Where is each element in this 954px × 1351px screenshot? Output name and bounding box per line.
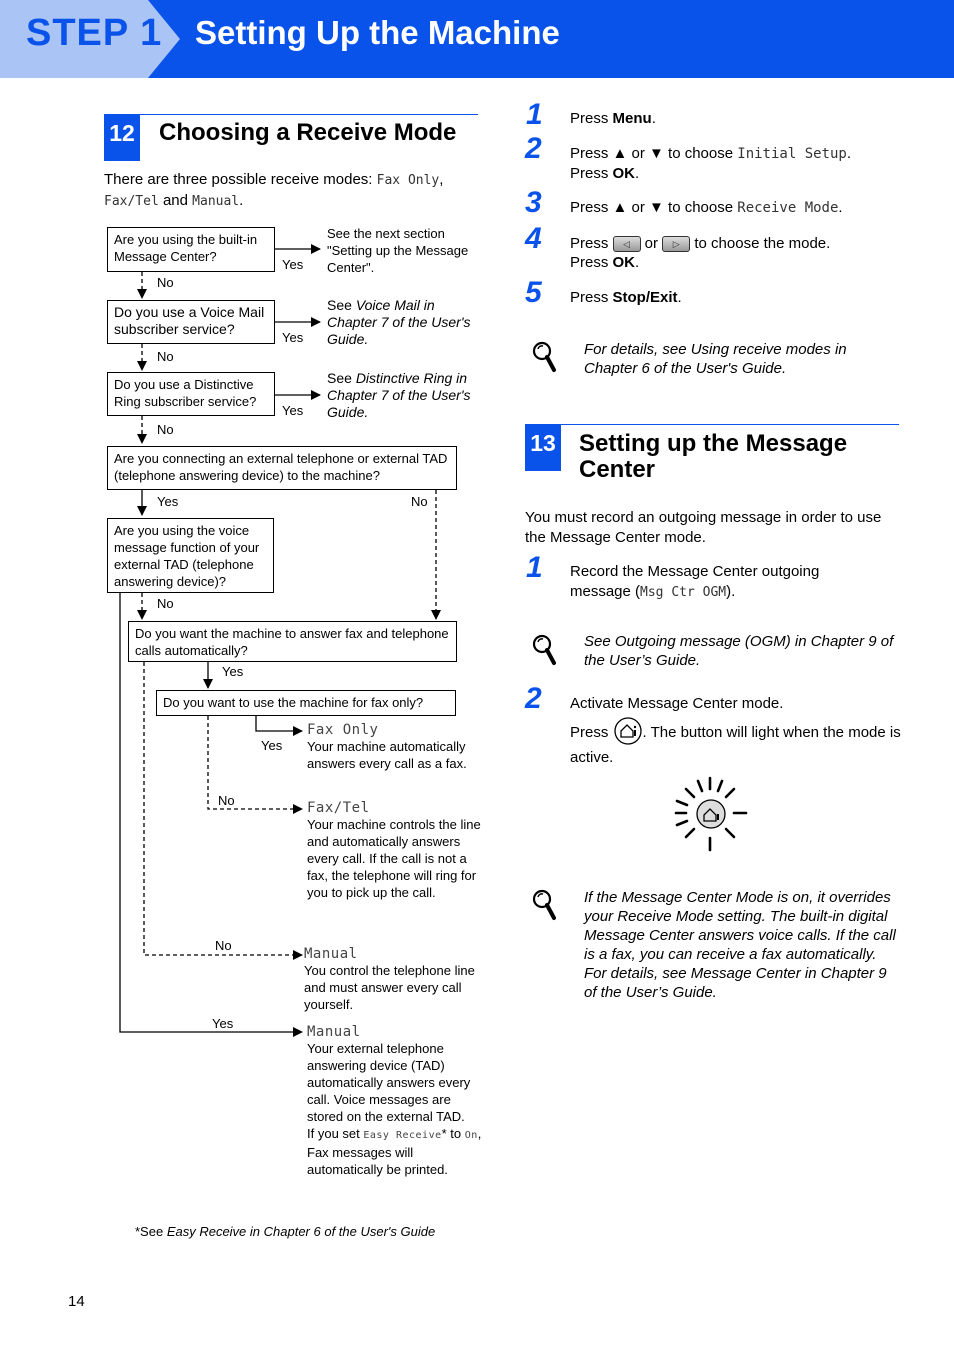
flow-label-yes: Yes [157,494,179,509]
mode-name: Fax/Tel [307,800,370,816]
flow-label-yes: Yes [222,664,244,679]
magnifier-note-icon [531,633,559,667]
step-number: 4 [525,222,542,255]
flow-label-yes: Yes [212,1016,234,1031]
flow-label-no: No [157,422,174,437]
message-center-button-icon [613,716,643,746]
message-step-2-title: Activate Message Center mode. [570,695,784,712]
section-12-intro: There are three possible receive modes: Fax Only, Fax/Tel and Manual. [104,171,444,209]
flow-result-voice-mail: See Voice Mail in Chapter 7 of the User's Guide. [327,297,471,347]
step-number: 1 [526,551,543,584]
flow-question-external-tad: Are you connecting an external telephone or external TAD (telephone answering device) to the machine? [107,446,457,490]
note-outgoing-message: See Outgoing message (OGM) in Chapter 9 of the User’s Guide. [584,633,894,669]
lit-button-icon [672,775,752,853]
right-arrow-key-icon: ▷ [662,236,690,252]
flow-label-no: No [157,596,174,611]
page-number: 14 [68,1293,85,1310]
flow-question-fax-only: Do you want to use the machine for fax only? [156,690,456,716]
note-message-center-mode: If the Message Center Mode is on, it overrides your Receive Mode setting. The built-in digital Message Center answers voice calls. If the call is a fax, you can receive a fax automatically. For details, see Message Center in Chapter 9 of the User’s Guide. [584,889,896,1001]
step-4-text: Press ◁ or ▷ to choose the mode. Press OK. [570,235,831,271]
step-1-text: Press Menu. [570,110,656,127]
section-13-intro: You must record an outgoing message in order to use the Message Center mode. [525,509,882,546]
step-5-text: Press Stop/Exit. [570,289,682,306]
flow-question-message-center: Are you using the built-in Message Center? [107,227,275,272]
flow-label-no: No [157,275,174,290]
flow-result-fax-only: Fax Only Your machine automatically answers every call as a fax. [307,722,482,772]
left-arrow-key-icon: ◁ [613,236,641,252]
section-12-number: 12 [104,114,140,161]
step-number: 1 [526,98,543,131]
message-step-1-text: Record the Message Center outgoing message (Msg Ctr OGM). [570,563,820,600]
note-receive-modes: For details, see Using receive modes in Chapter 6 of the User's Guide. [584,341,847,377]
flow-question-distinctive-ring: Do you use a Distinctive Ring subscriber service? [107,372,275,416]
step-2-text: Press ▲ or ▼ to choose Initial Setup. Press OK. [570,145,852,182]
flow-label-no: No [157,349,174,364]
flow-question-answer-automatically: Do you want the machine to answer fax and telephone calls automatically? [128,621,457,662]
message-step-2-text: Press . The button will light when the mode is active. [570,720,902,770]
step-3-text: Press ▲ or ▼ to choose Receive Mode. [570,199,843,216]
flow-result-manual: Manual You control the telephone line and must answer every call yourself. [304,946,479,1013]
flow-label-yes: Yes [282,330,304,345]
footnote: *See Easy Receive in Chapter 6 of the User's Guide [135,1224,436,1239]
flow-result-next-section: See the next section "Setting up the Message Center". [327,226,469,275]
flow-label-no: No [218,793,235,808]
flow-result-fax-tel: Fax/Tel Your machine controls the line and automatically answers every call. If the call is not a fax, the telephone will ring for you to pick up the call. [307,800,481,900]
flow-question-voice-message: Are you using the voice message function of your external TAD (telephone answering device)? [107,518,274,593]
section-13-title: Setting up the Message Center [579,430,848,483]
flow-result-manual-tad: Manual Your external telephone answering device (TAD) automatically answers every call. Voice messages are stored on the external TAD. If you set Easy Receive* to On, Fax messages will automatically be printed. [307,1024,485,1178]
flow-label-yes: Yes [282,403,304,418]
flow-label-yes: Yes [282,257,304,272]
step-number: 2 [525,132,542,165]
step-number: 2 [525,682,542,715]
step-number: 5 [525,276,542,309]
step-label: STEP 1 [26,12,163,54]
mode-name: Manual [304,946,358,962]
flow-question-voice-mail: Do you use a Voice Mail subscriber service? [107,300,275,344]
flow-label-yes: Yes [261,738,283,753]
step-number: 3 [525,186,542,219]
flow-result-distinctive-ring: See Distinctive Ring in Chapter 7 of the User's Guide. [327,370,471,420]
section-13-rule [525,424,899,425]
mode-name: Fax Only [307,722,379,738]
magnifier-note-icon [531,888,559,922]
section-12-title: Choosing a Receive Mode [159,119,457,146]
mode-name: Manual [307,1024,361,1040]
magnifier-note-icon [531,340,559,374]
flow-label-no: No [411,494,428,509]
flow-label-no: No [215,938,232,953]
page-header-title: Setting Up the Machine [195,14,560,51]
section-13-number: 13 [525,424,561,471]
